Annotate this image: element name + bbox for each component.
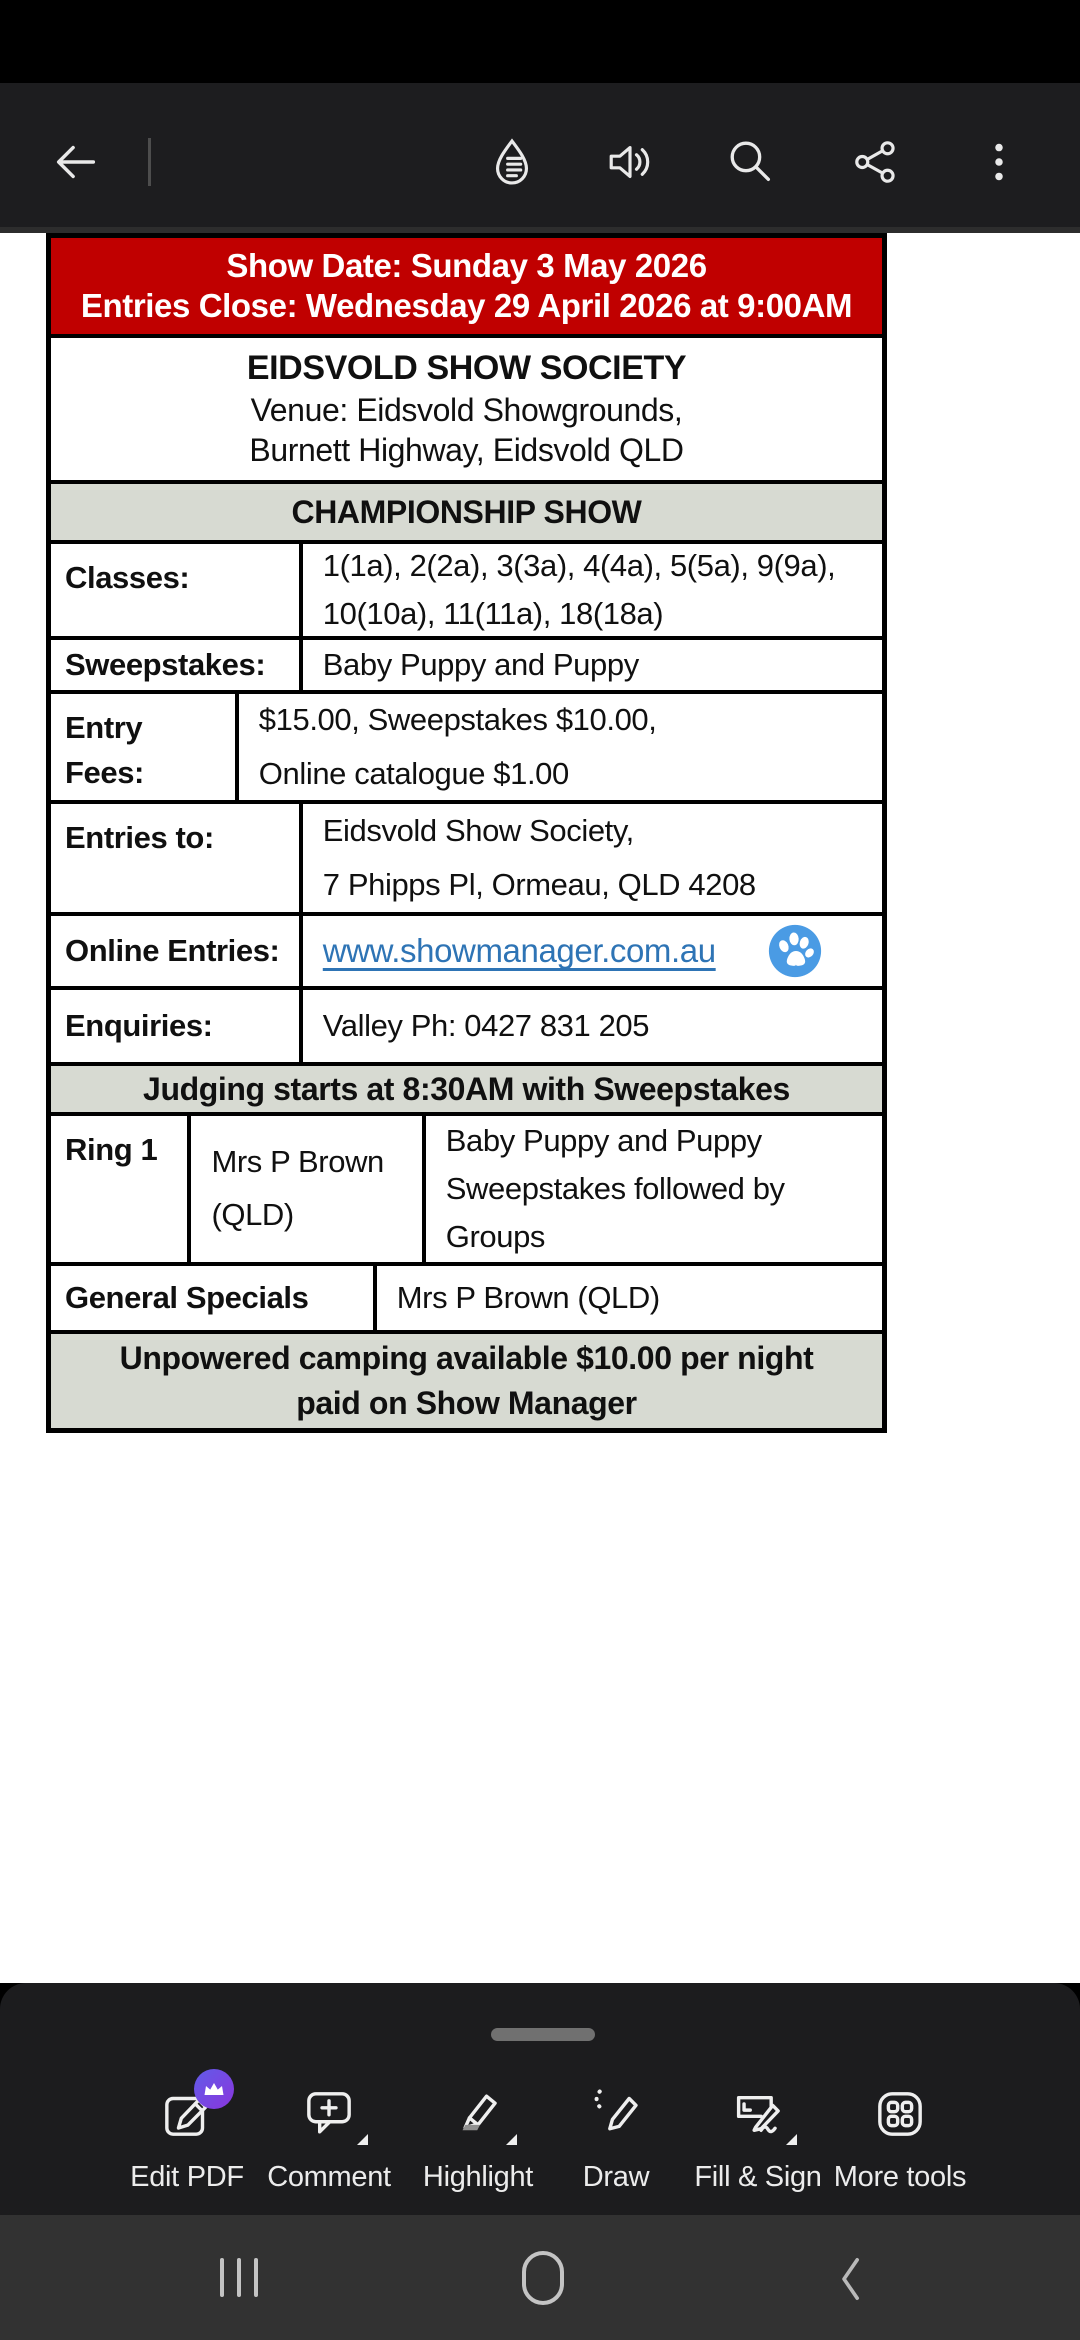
classes-row — [51, 544, 882, 640]
more-tools-grid-icon — [869, 2132, 931, 2149]
judging-note-text: Judging starts at 8:30AM with Sweepstakes — [143, 1070, 790, 1107]
tool-label: Draw — [582, 2161, 650, 2193]
ring1-detail — [426, 1116, 882, 1262]
tools-bottom-sheet — [0, 1983, 1080, 2215]
document-viewport[interactable] — [0, 227, 1080, 1983]
show-type-text: CHAMPIONSHIP SHOW — [291, 493, 642, 530]
back-chevron-icon — [834, 2290, 866, 2307]
general-specials-label: General Specials — [51, 1266, 377, 1330]
venue-line-2: Burnett Highway, Eidsvold QLD — [249, 431, 684, 468]
premium-crown-badge — [194, 2069, 234, 2109]
highlight-icon — [447, 2132, 509, 2149]
sheet-drag-handle[interactable] — [491, 2028, 595, 2041]
entries-to-value — [303, 804, 882, 912]
sweepstakes-row — [51, 640, 882, 694]
liquid-mode-icon — [486, 136, 538, 188]
sweepstakes-label: Sweepstakes: — [51, 640, 303, 690]
entries-to-line-1: Eidsvold Show Society, — [322, 812, 634, 848]
online-entries-value — [303, 916, 882, 986]
show-type-band — [51, 484, 882, 544]
online-entries-label: Online Entries: — [51, 916, 303, 986]
comment-button[interactable] — [254, 2083, 404, 2194]
liquid-mode-button[interactable] — [486, 136, 538, 188]
home-button[interactable] — [522, 2251, 564, 2305]
highlight-button[interactable] — [403, 2083, 553, 2194]
enquiries-row — [51, 990, 882, 1066]
entries-to-row — [51, 804, 882, 916]
more-tools-button[interactable] — [825, 2083, 975, 2194]
dropdown-caret-icon — [786, 2134, 797, 2145]
comment-icon — [298, 2132, 360, 2149]
ring1-detail-line-3: Groups — [445, 1219, 546, 1255]
judging-note-band — [51, 1066, 882, 1116]
tool-label: More tools — [833, 2161, 967, 2193]
classes-line-1: 1(1a), 2(2a), 3(3a), 4(4a), 5(5a), 9(9a), — [322, 547, 836, 583]
back-button[interactable] — [50, 136, 102, 188]
android-navigation-bar — [0, 2215, 1080, 2340]
toolbar-divider — [148, 138, 151, 186]
show-manager-link[interactable]: www.showmanager.com.au — [322, 932, 716, 970]
paw-print-icon — [766, 922, 824, 980]
general-specials-value: Mrs P Brown (QLD) — [396, 1279, 660, 1315]
draw-button[interactable] — [541, 2083, 691, 2194]
camping-note-band — [51, 1334, 882, 1428]
tool-label: Edit PDF — [130, 2161, 244, 2193]
recents-button[interactable] — [220, 2258, 258, 2297]
ring1-judge-line-2: (QLD) — [211, 1197, 294, 1232]
entry-fees-row — [51, 694, 882, 804]
camping-line-1: Unpowered camping available $10.00 per night — [119, 1340, 814, 1377]
read-aloud-speaker-icon — [604, 136, 656, 188]
ring1-detail-line-1: Baby Puppy and Puppy — [445, 1122, 762, 1158]
edit-pdf-icon — [156, 2132, 218, 2149]
edit-pdf-button[interactable] — [112, 2083, 262, 2194]
ring1-judge-line-1: Mrs P Brown — [211, 1144, 384, 1180]
nav-back-button[interactable] — [834, 2255, 866, 2308]
enquiries-value: Valley Ph: 0427 831 205 — [322, 1007, 650, 1043]
share-icon — [850, 136, 902, 188]
general-specials-row — [51, 1266, 882, 1334]
show-schedule-table — [46, 233, 887, 1433]
ring1-row — [51, 1116, 882, 1266]
classes-line-2: 10(10a), 11(11a), 18(18a) — [322, 596, 664, 631]
classes-value — [303, 544, 882, 636]
society-header — [51, 338, 882, 484]
share-button[interactable] — [850, 136, 902, 188]
fill-sign-icon — [727, 2132, 789, 2149]
dropdown-caret-icon — [506, 2134, 517, 2145]
fill-sign-button[interactable] — [683, 2083, 833, 2194]
app-toolbar — [0, 83, 1080, 227]
society-name: EIDSVOLD SHOW SOCIETY — [246, 349, 687, 388]
venue-line-1: Venue: Eidsvold Showgrounds, — [250, 391, 683, 428]
search-icon — [725, 136, 777, 188]
show-date-text: Show Date: Sunday 3 May 2026 — [226, 246, 707, 284]
entry-fees-value — [239, 694, 882, 800]
entries-to-label: Entries to: — [51, 804, 303, 912]
tool-label: Fill & Sign — [694, 2161, 822, 2193]
entries-close-text: Entries Close: Wednesday 29 April 2026 at 9:00AM — [80, 287, 853, 325]
overflow-menu-button[interactable] — [973, 136, 1025, 188]
enquiries-label: Enquiries: — [51, 990, 303, 1062]
ring1-label: Ring 1 — [51, 1116, 191, 1262]
dropdown-caret-icon — [357, 2134, 368, 2145]
entry-fees-line-2: Online catalogue $1.00 — [258, 756, 569, 791]
tool-label: Highlight — [422, 2161, 534, 2193]
entry-fees-label: Entry Fees: — [51, 694, 239, 800]
tool-label: Comment — [267, 2161, 391, 2193]
classes-label: Classes: — [51, 544, 303, 636]
status-bar — [0, 0, 1080, 83]
ring1-detail-line-2: Sweepstakes followed by — [445, 1170, 785, 1206]
overflow-dots-icon — [973, 136, 1025, 188]
entry-fees-line-1: $15.00, Sweepstakes $10.00, — [258, 701, 657, 737]
search-button[interactable] — [725, 136, 777, 188]
sweepstakes-value: Baby Puppy and Puppy — [322, 646, 639, 682]
read-aloud-button[interactable] — [604, 136, 656, 188]
ring1-judge — [191, 1116, 425, 1262]
back-arrow-icon — [50, 136, 102, 188]
draw-icon — [585, 2132, 647, 2149]
camping-line-2: paid on Show Manager — [296, 1385, 637, 1421]
pdf-page — [0, 233, 1080, 1983]
entries-to-line-2: 7 Phipps Pl, Ormeau, QLD 4208 — [322, 867, 756, 902]
recents-bars-icon — [220, 2258, 224, 2297]
online-entries-row — [51, 916, 882, 990]
show-date-banner — [51, 238, 882, 338]
